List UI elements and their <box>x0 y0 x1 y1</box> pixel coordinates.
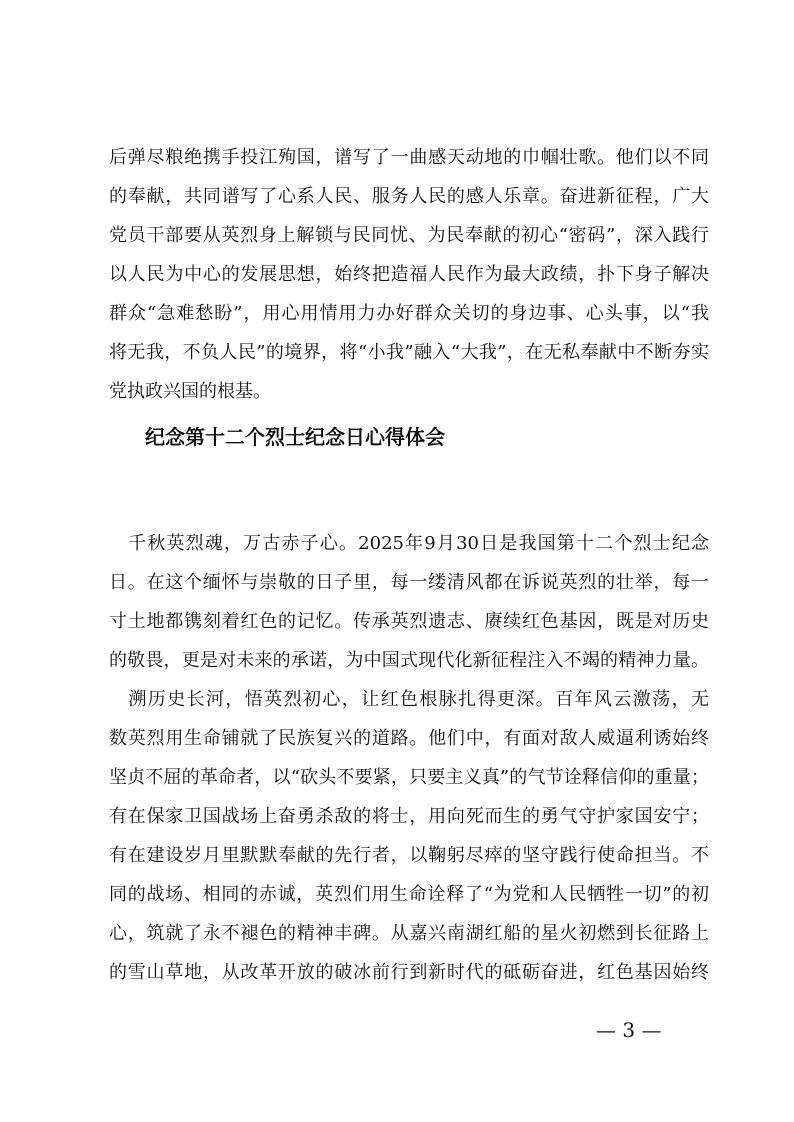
text-line: 溯历史长河，悟英烈初心，让红色根脉扎得更深。百年风云激荡，无 <box>109 689 709 710</box>
text-line: 心，筑就了永不褪色的精神丰碑。从嘉兴南湖红船的星火初燃到长征路上 <box>109 923 709 944</box>
text-line: 党员干部要从英烈身上解锁与民同忧、为民奉献的初心“密码”，深入践行 <box>109 225 709 246</box>
text-line: 的雪山草地，从改革开放的破冰前行到新时代的砥砺奋进，红色基因始终 <box>109 962 709 983</box>
text-line: 的奉献，共同谱写了心系人民、服务人民的感人乐章。奋进新征程，广大 <box>109 186 709 207</box>
text-line: 将无我，不负人民”的境界，将“小我”融入“大我”，在无私奉献中不断夯实 <box>109 342 709 363</box>
text-line: 寸土地都镌刻着红色的记忆。传承英烈遗志、赓续红色基因，既是对历史 <box>109 611 709 632</box>
text-line: 日。在这个缅怀与崇敬的日子里，每一缕清风都在诉说英烈的壮举，每一 <box>109 572 709 593</box>
text-line: 党执政兴国的根基。 <box>109 381 271 402</box>
page-number: — 3 — <box>596 1018 662 1042</box>
text-line: 有在保家卫国战场上奋勇杀敌的将士，用向死而生的勇气守护家国安宁； <box>109 806 709 827</box>
text-line: 群众“急难愁盼”，用心用情用力办好群众关切的身边事、心头事，以“我 <box>109 303 709 324</box>
article-title: 纪念第十二个烈士纪念日心得体会 <box>145 425 445 449</box>
text-line: 千秋英烈魂，万古赤子心。2025年9月30日是我国第十二个烈士纪念 <box>109 533 709 554</box>
text-line: 同的战场、相同的赤诚，英烈们用生命诠释了“为党和人民牺牲一切”的初 <box>109 884 709 905</box>
text-line: 以人民为中心的发展思想，始终把造福人民作为最大政绩，扑下身子解决 <box>109 264 709 285</box>
text-line: 的敬畏，更是对未来的承诺，为中国式现代化新征程注入不竭的精神力量。 <box>109 650 709 671</box>
text-line: 数英烈用生命铺就了民族复兴的道路。他们中，有面对敌人威逼利诱始终 <box>109 728 709 749</box>
text-line: 后弹尽粮绝携手投江殉国，谱写了一曲感天动地的巾帼壮歌。他们以不同 <box>109 147 709 168</box>
text-line: 有在建设岁月里默默奉献的先行者，以鞠躬尽瘁的坚守践行使命担当。不 <box>109 845 709 866</box>
text-line: 坚贞不屈的革命者，以“砍头不要紧，只要主义真”的气节诠释信仰的重量； <box>109 767 709 788</box>
